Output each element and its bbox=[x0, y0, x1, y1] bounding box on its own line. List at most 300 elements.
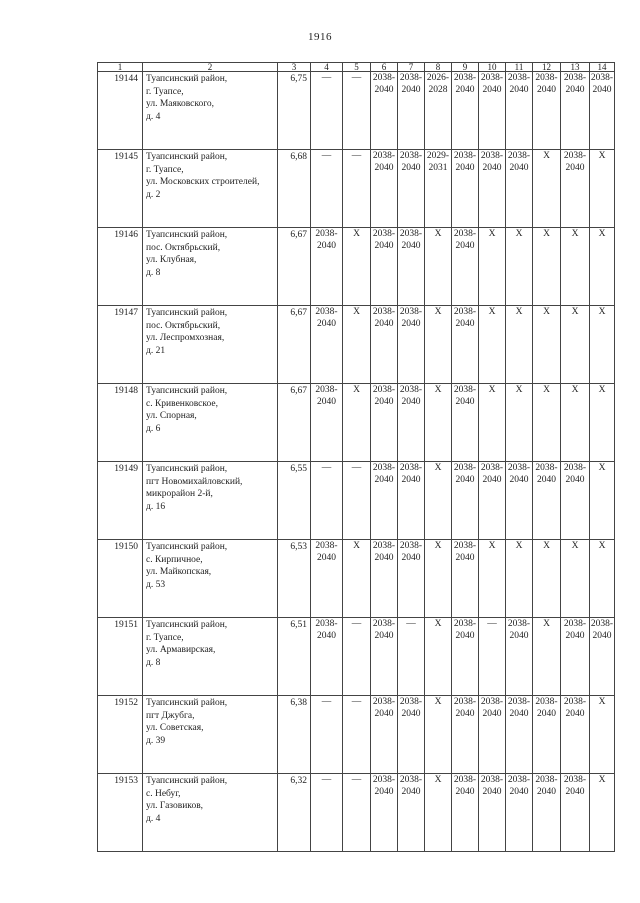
period-text: 2038- bbox=[535, 73, 558, 83]
period-text: 2038- bbox=[399, 697, 423, 707]
period-cell bbox=[398, 72, 425, 150]
period-text: 2038- bbox=[399, 775, 423, 785]
period-text: 2028 bbox=[428, 84, 448, 95]
period-cell bbox=[506, 696, 533, 774]
period-text: 2040 bbox=[455, 786, 475, 797]
period-cell bbox=[398, 618, 425, 696]
column-header: 2 bbox=[143, 63, 278, 72]
address-line: пос. Октябрьский, bbox=[146, 320, 221, 331]
period-text: — bbox=[321, 697, 332, 707]
row-number: 19148 bbox=[98, 384, 143, 462]
table-row bbox=[98, 306, 615, 384]
address-line: с. Кривенковское, bbox=[146, 398, 218, 409]
period-text: 2038- bbox=[453, 73, 477, 83]
address-line: д. 53 bbox=[146, 579, 166, 590]
period-text: 2040 bbox=[374, 162, 394, 173]
period-text: 2026- bbox=[426, 73, 450, 83]
period-text: 2038- bbox=[480, 775, 504, 785]
period-text: 2040 bbox=[455, 708, 475, 719]
period-cell bbox=[533, 150, 561, 228]
value-cell: 6,55 bbox=[278, 462, 311, 540]
period-text: X bbox=[515, 541, 523, 551]
period-cell bbox=[343, 618, 371, 696]
period-text: 2038- bbox=[480, 463, 504, 473]
row-number: 19147 bbox=[98, 306, 143, 384]
period-text: 2040 bbox=[565, 162, 585, 173]
period-cell bbox=[452, 228, 479, 306]
period-cell bbox=[590, 306, 615, 384]
period-text: 2038- bbox=[372, 697, 396, 707]
period-cell bbox=[425, 306, 452, 384]
period-cell bbox=[425, 618, 452, 696]
period-cell bbox=[506, 774, 533, 852]
period-cell bbox=[533, 72, 561, 150]
period-cell bbox=[343, 72, 371, 150]
period-cell bbox=[343, 774, 371, 852]
address-line: пгт Джубга, bbox=[146, 710, 195, 721]
period-text: 2040 bbox=[592, 630, 612, 641]
address-cell bbox=[143, 540, 278, 618]
address-line: Туапсинский район, bbox=[146, 698, 228, 708]
period-text: 2040 bbox=[374, 318, 394, 329]
period-text: — bbox=[351, 73, 362, 83]
period-cell bbox=[590, 72, 615, 150]
column-header: 14 bbox=[590, 63, 615, 72]
period-text: X bbox=[434, 541, 442, 551]
period-text: X bbox=[543, 541, 550, 551]
period-text: 2040 bbox=[455, 84, 475, 95]
period-text: X bbox=[571, 307, 579, 317]
period-cell bbox=[506, 384, 533, 462]
period-text: 2040 bbox=[537, 474, 556, 485]
period-text: 2040 bbox=[374, 786, 394, 797]
period-text: 2040 bbox=[455, 318, 475, 329]
period-text: 2038- bbox=[453, 385, 477, 395]
period-cell bbox=[343, 150, 371, 228]
period-cell bbox=[398, 306, 425, 384]
period-text: 2038- bbox=[399, 73, 423, 83]
period-cell bbox=[533, 228, 561, 306]
period-cell bbox=[479, 540, 506, 618]
period-cell bbox=[506, 150, 533, 228]
period-cell bbox=[452, 150, 479, 228]
column-header: 8 bbox=[425, 63, 452, 72]
address-line: д. 8 bbox=[146, 657, 161, 668]
address-line: д. 39 bbox=[146, 735, 166, 746]
period-cell bbox=[371, 72, 398, 150]
row-number: 19146 bbox=[98, 228, 143, 306]
period-text: 2040 bbox=[537, 786, 556, 797]
period-cell bbox=[479, 696, 506, 774]
period-text: 2038- bbox=[372, 229, 396, 239]
period-text: 2040 bbox=[401, 786, 421, 797]
address-line: микрорайон 2-й, bbox=[146, 489, 213, 499]
period-text: 2038- bbox=[590, 619, 614, 629]
column-header: 11 bbox=[506, 63, 533, 72]
column-header: 1 bbox=[98, 63, 143, 72]
period-cell bbox=[343, 384, 371, 462]
period-cell bbox=[452, 618, 479, 696]
period-text: X bbox=[598, 541, 606, 551]
address-line: д. 4 bbox=[146, 111, 161, 122]
period-text: 2040 bbox=[374, 396, 394, 407]
period-text: — bbox=[351, 619, 362, 629]
period-cell bbox=[371, 384, 398, 462]
period-text: 2040 bbox=[537, 84, 556, 95]
period-text: 2040 bbox=[374, 84, 394, 95]
address-line: Туапсинский район, bbox=[146, 152, 228, 162]
period-text: X bbox=[488, 541, 496, 551]
period-text: X bbox=[353, 541, 360, 551]
period-cell bbox=[311, 306, 343, 384]
period-text: X bbox=[543, 229, 550, 239]
address-line: ул. Клубная, bbox=[146, 255, 197, 265]
row-number: 19153 bbox=[98, 774, 143, 852]
period-text: X bbox=[598, 307, 606, 317]
period-text: X bbox=[488, 385, 496, 395]
period-text: 2040 bbox=[509, 708, 529, 719]
address-cell bbox=[143, 774, 278, 852]
table-row bbox=[98, 774, 615, 852]
period-text: 2040 bbox=[317, 552, 336, 563]
table-row bbox=[98, 228, 615, 306]
period-text: 2038- bbox=[507, 619, 531, 629]
period-text: X bbox=[598, 697, 606, 707]
address-line: г. Туапсе, bbox=[146, 632, 184, 643]
row-number: 19151 bbox=[98, 618, 143, 696]
period-cell bbox=[452, 462, 479, 540]
period-text: 2038- bbox=[372, 541, 396, 551]
period-text: 2040 bbox=[374, 552, 394, 563]
period-cell bbox=[398, 384, 425, 462]
period-cell bbox=[343, 228, 371, 306]
period-text: 2031 bbox=[428, 162, 448, 173]
address-line: д. 2 bbox=[146, 189, 161, 200]
period-text: X bbox=[353, 307, 360, 317]
value-cell: 6,75 bbox=[278, 72, 311, 150]
value-cell: 6,67 bbox=[278, 384, 311, 462]
period-text: 2040 bbox=[455, 396, 475, 407]
period-cell bbox=[343, 462, 371, 540]
period-text: X bbox=[434, 385, 442, 395]
period-cell bbox=[533, 462, 561, 540]
period-text: 2038- bbox=[453, 697, 477, 707]
address-line: ул. Газовиков, bbox=[146, 801, 204, 811]
period-text: 2040 bbox=[455, 630, 475, 641]
period-text: — bbox=[321, 73, 332, 83]
period-text: 2038- bbox=[453, 619, 477, 629]
period-text: 2040 bbox=[482, 786, 502, 797]
period-text: X bbox=[571, 385, 579, 395]
address-line: ул. Армавирская, bbox=[146, 645, 216, 655]
value-cell: 6,67 bbox=[278, 228, 311, 306]
period-cell bbox=[561, 540, 590, 618]
period-cell bbox=[371, 150, 398, 228]
period-text: 2038- bbox=[453, 229, 477, 239]
period-text: 2038- bbox=[535, 697, 558, 707]
table-row bbox=[98, 696, 615, 774]
period-text: — bbox=[487, 619, 497, 629]
period-cell bbox=[452, 384, 479, 462]
period-cell bbox=[561, 696, 590, 774]
period-cell bbox=[371, 540, 398, 618]
period-cell bbox=[479, 72, 506, 150]
period-text: X bbox=[488, 307, 496, 317]
period-cell bbox=[506, 228, 533, 306]
period-text: 2040 bbox=[565, 708, 585, 719]
period-text: 2038- bbox=[453, 151, 477, 161]
address-line: пос. Октябрьский, bbox=[146, 242, 221, 253]
period-text: 2038- bbox=[315, 307, 338, 317]
period-text: — bbox=[351, 697, 362, 707]
period-text: 2040 bbox=[401, 318, 421, 329]
period-cell bbox=[311, 150, 343, 228]
period-text: 2038- bbox=[535, 775, 558, 785]
period-cell bbox=[561, 618, 590, 696]
table-row bbox=[98, 540, 615, 618]
period-text: 2040 bbox=[455, 240, 475, 251]
period-text: 2040 bbox=[565, 786, 585, 797]
address-line: пгт Новомихайловский, bbox=[146, 476, 243, 487]
period-text: X bbox=[543, 307, 550, 317]
period-cell bbox=[452, 72, 479, 150]
period-text: 2038- bbox=[372, 307, 396, 317]
period-cell bbox=[479, 228, 506, 306]
period-cell bbox=[371, 774, 398, 852]
period-cell bbox=[398, 462, 425, 540]
period-cell bbox=[533, 306, 561, 384]
period-cell bbox=[425, 72, 452, 150]
period-cell bbox=[311, 696, 343, 774]
period-text: 2038- bbox=[507, 775, 531, 785]
period-cell bbox=[590, 228, 615, 306]
period-cell bbox=[479, 774, 506, 852]
period-text: 2040 bbox=[374, 474, 394, 485]
period-cell bbox=[590, 462, 615, 540]
period-cell bbox=[425, 384, 452, 462]
period-text: X bbox=[598, 385, 606, 395]
period-cell bbox=[343, 540, 371, 618]
period-cell bbox=[398, 540, 425, 618]
period-cell bbox=[371, 306, 398, 384]
period-text: 2038- bbox=[563, 151, 587, 161]
period-text: 2038- bbox=[563, 73, 587, 83]
period-cell bbox=[561, 384, 590, 462]
period-cell bbox=[371, 228, 398, 306]
period-text: 2040 bbox=[482, 162, 502, 173]
period-text: 2040 bbox=[401, 84, 421, 95]
period-cell bbox=[398, 228, 425, 306]
table-row bbox=[98, 150, 615, 228]
period-text: — bbox=[321, 463, 332, 473]
period-text: X bbox=[543, 619, 550, 629]
address-cell bbox=[143, 384, 278, 462]
period-cell bbox=[561, 228, 590, 306]
period-text: X bbox=[571, 229, 579, 239]
period-cell bbox=[311, 384, 343, 462]
period-cell bbox=[311, 462, 343, 540]
period-cell bbox=[398, 150, 425, 228]
period-cell bbox=[561, 774, 590, 852]
period-cell bbox=[561, 306, 590, 384]
period-text: 2040 bbox=[401, 708, 421, 719]
period-text: 2038- bbox=[399, 151, 423, 161]
period-text: X bbox=[434, 775, 442, 785]
period-cell bbox=[506, 462, 533, 540]
address-line: д. 21 bbox=[146, 345, 166, 356]
period-text: 2038- bbox=[535, 463, 558, 473]
column-header: 7 bbox=[398, 63, 425, 72]
period-cell bbox=[479, 306, 506, 384]
period-text: 2038- bbox=[480, 697, 504, 707]
period-cell bbox=[590, 150, 615, 228]
address-line: с. Небуг, bbox=[146, 788, 181, 799]
period-cell bbox=[311, 618, 343, 696]
period-text: X bbox=[598, 151, 606, 161]
period-text: 2038- bbox=[372, 151, 396, 161]
period-text: 2038- bbox=[453, 541, 477, 551]
period-text: 2038- bbox=[399, 541, 423, 551]
period-text: 2040 bbox=[509, 84, 529, 95]
address-line: Туапсинский район, bbox=[146, 74, 228, 84]
address-line: ул. Советская, bbox=[146, 723, 204, 733]
table-row bbox=[98, 462, 615, 540]
period-cell bbox=[533, 774, 561, 852]
address-line: ул. Маяковского, bbox=[146, 99, 215, 109]
period-cell bbox=[425, 774, 452, 852]
period-text: 2038- bbox=[590, 73, 614, 83]
period-text: 2040 bbox=[482, 84, 502, 95]
period-cell bbox=[479, 150, 506, 228]
value-cell: 6,67 bbox=[278, 306, 311, 384]
period-text: X bbox=[488, 229, 496, 239]
period-cell bbox=[561, 150, 590, 228]
period-cell bbox=[590, 540, 615, 618]
period-cell bbox=[590, 618, 615, 696]
period-text: X bbox=[434, 619, 442, 629]
period-cell bbox=[425, 150, 452, 228]
period-cell bbox=[561, 462, 590, 540]
period-cell bbox=[452, 774, 479, 852]
period-cell bbox=[452, 540, 479, 618]
period-text: 2038- bbox=[453, 775, 477, 785]
address-cell bbox=[143, 696, 278, 774]
period-text: X bbox=[598, 463, 606, 473]
period-text: X bbox=[543, 151, 550, 161]
period-cell bbox=[425, 696, 452, 774]
column-header: 6 bbox=[371, 63, 398, 72]
period-text: 2040 bbox=[455, 552, 475, 563]
table-row bbox=[98, 384, 615, 462]
period-text: X bbox=[434, 463, 442, 473]
period-text: — bbox=[406, 619, 416, 629]
period-text: 2038- bbox=[372, 385, 396, 395]
period-text: 2038- bbox=[507, 697, 531, 707]
period-text: 2040 bbox=[401, 396, 421, 407]
period-cell bbox=[311, 72, 343, 150]
period-text: X bbox=[543, 385, 550, 395]
period-cell bbox=[452, 696, 479, 774]
value-cell: 6,53 bbox=[278, 540, 311, 618]
value-cell: 6,32 bbox=[278, 774, 311, 852]
period-text: X bbox=[598, 775, 606, 785]
period-text: 2040 bbox=[401, 162, 421, 173]
period-text: X bbox=[515, 385, 523, 395]
address-cell bbox=[143, 306, 278, 384]
period-text: — bbox=[351, 463, 362, 473]
address-line: г. Туапсе, bbox=[146, 86, 184, 97]
period-cell bbox=[311, 540, 343, 618]
period-text: 2038- bbox=[563, 619, 587, 629]
column-header: 3 bbox=[278, 63, 311, 72]
period-text: 2029- bbox=[426, 151, 450, 161]
address-line: д. 4 bbox=[146, 813, 161, 824]
address-line: Туапсинский район, bbox=[146, 542, 228, 552]
period-text: — bbox=[321, 775, 332, 785]
period-text: 2040 bbox=[401, 240, 421, 251]
period-cell bbox=[533, 618, 561, 696]
period-text: 2038- bbox=[563, 775, 587, 785]
period-cell bbox=[506, 540, 533, 618]
period-text: 2040 bbox=[317, 396, 336, 407]
period-cell bbox=[311, 228, 343, 306]
period-text: 2038- bbox=[480, 151, 504, 161]
period-cell bbox=[311, 774, 343, 852]
address-line: д. 8 bbox=[146, 267, 161, 278]
address-line: Туапсинский район, bbox=[146, 230, 228, 240]
period-cell bbox=[371, 462, 398, 540]
period-text: 2040 bbox=[509, 474, 529, 485]
period-cell bbox=[561, 72, 590, 150]
period-text: X bbox=[434, 307, 442, 317]
address-line: Туапсинский район, bbox=[146, 776, 228, 786]
address-line: ул. Московских строителей, bbox=[146, 177, 260, 187]
period-text: 2040 bbox=[482, 708, 502, 719]
period-cell bbox=[343, 306, 371, 384]
period-text: 2038- bbox=[507, 463, 531, 473]
table-row bbox=[98, 72, 615, 150]
period-text: 2040 bbox=[509, 630, 529, 641]
data-table bbox=[97, 62, 615, 852]
period-cell bbox=[533, 540, 561, 618]
period-text: 2038- bbox=[372, 73, 396, 83]
period-cell bbox=[533, 696, 561, 774]
column-header: 4 bbox=[311, 63, 343, 72]
table-row bbox=[98, 618, 615, 696]
address-line: г. Туапсе, bbox=[146, 164, 184, 175]
period-text: 2038- bbox=[315, 619, 338, 629]
value-cell: 6,38 bbox=[278, 696, 311, 774]
period-text: X bbox=[353, 385, 360, 395]
address-line: ул. Леспромхозная, bbox=[146, 333, 225, 343]
address-cell bbox=[143, 618, 278, 696]
period-text: 2040 bbox=[455, 162, 475, 173]
address-line: Туапсинский район, bbox=[146, 386, 228, 396]
period-cell bbox=[506, 618, 533, 696]
address-line: ул. Майкопская, bbox=[146, 567, 212, 577]
address-line: Туапсинский район, bbox=[146, 464, 228, 474]
column-header: 5 bbox=[343, 63, 371, 72]
value-cell: 6,51 bbox=[278, 618, 311, 696]
period-text: 2040 bbox=[565, 630, 585, 641]
column-header: 13 bbox=[561, 63, 590, 72]
row-number: 19144 bbox=[98, 72, 143, 150]
period-text: 2038- bbox=[399, 229, 423, 239]
period-text: 2040 bbox=[317, 318, 336, 329]
period-text: 2040 bbox=[565, 84, 585, 95]
period-cell bbox=[506, 306, 533, 384]
period-text: 2040 bbox=[592, 84, 612, 95]
